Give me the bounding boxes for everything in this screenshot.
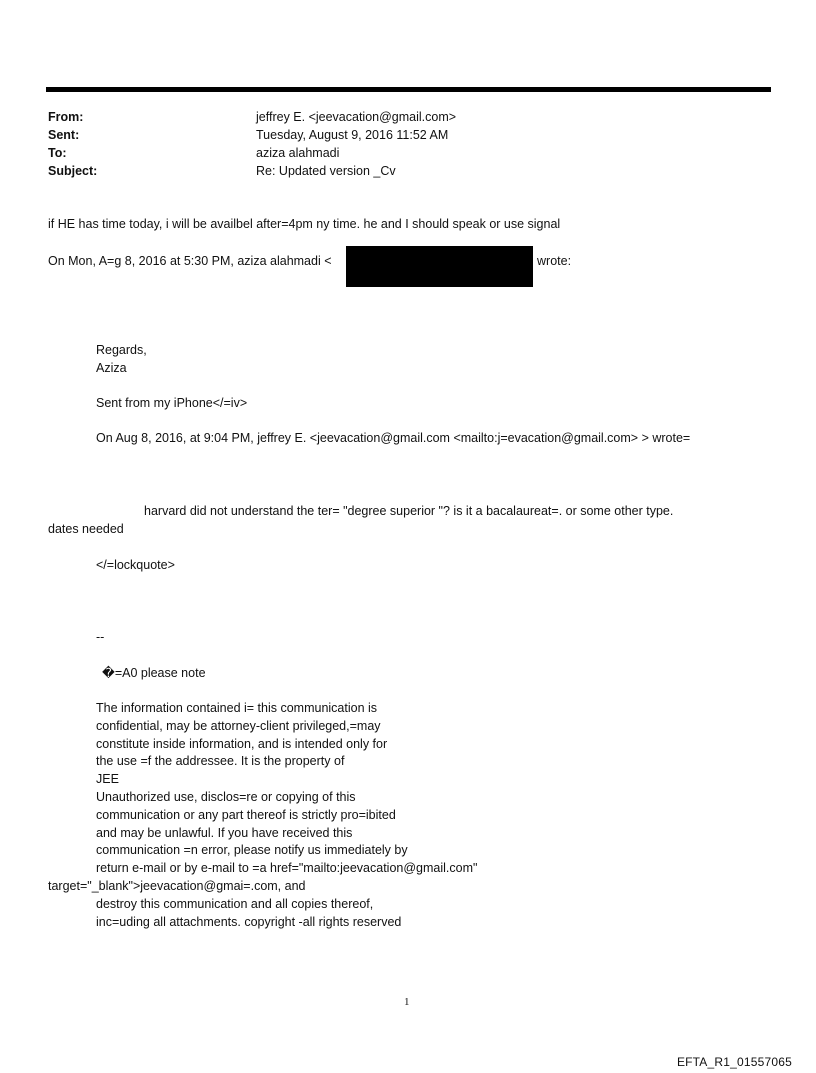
disclaimer-line: and may be unlawful. If you have received this bbox=[96, 825, 353, 840]
header-rule bbox=[46, 87, 771, 92]
disclaimer-line: Unauthorized use, disclos=re or copying of this bbox=[96, 789, 356, 804]
document-id: EFTA_R1_01557065 bbox=[676, 1055, 792, 1069]
quote-intro-left: On Mon, A=g 8, 2016 at 5:30 PM, aziza alahmadi < bbox=[48, 254, 332, 268]
subject-value: Re: Updated version _Cv bbox=[256, 164, 396, 178]
disclaimer-line: target="_blank">jeevacation@gmai=.com, and bbox=[48, 878, 306, 893]
from-row bbox=[48, 108, 456, 126]
subject-row bbox=[48, 162, 456, 180]
disclaimer-line: inc=uding all attachments. copyright -all rights reserved bbox=[96, 914, 402, 929]
from-label: From: bbox=[48, 110, 84, 124]
sent-value: Tuesday, August 9, 2016 11:52 AM bbox=[256, 128, 449, 142]
reply-text: if HE has time today, i will be availbel after=4pm ny time. he and I should speak or use signal bbox=[48, 217, 561, 231]
disclaimer-line: communication =n error, please notify us immediately by bbox=[96, 843, 408, 858]
disclaimer-line: return e-mail or by e-mail to =a href="mailto:jeevacation@gmail.com" bbox=[96, 861, 478, 876]
disclaimer-line: The information contained i= this communication is bbox=[96, 701, 378, 715]
disclaimer-line: the use =f the addressee. It is the property of bbox=[96, 754, 345, 769]
email-header bbox=[48, 108, 456, 180]
subject-label: Subject: bbox=[48, 164, 98, 178]
to-value: aziza alahmadi bbox=[256, 146, 340, 160]
inner-quote-intro: On Aug 8, 2016, at 9:04 PM, jeffrey E. <jeevacation@gmail.com <mailto:j=evacation@gmail.com> > wrote= bbox=[96, 431, 691, 445]
regards-name: Aziza bbox=[96, 361, 127, 375]
disclaimer-line: confidential, may be attorney-client privileged,=may bbox=[96, 718, 381, 733]
harvard-line-2: dates needed bbox=[48, 522, 124, 536]
disclaimer-line: constitute inside information, and is intended only for bbox=[96, 736, 388, 751]
harvard-line-1: harvard did not understand the ter= "degree superior "? is it a bacalaureat=. or some other type. bbox=[144, 504, 674, 518]
sent-row bbox=[48, 126, 456, 144]
disclaimer-line: JEE bbox=[96, 772, 119, 787]
to-label: To: bbox=[48, 146, 67, 160]
quote-intro-right: wrote: bbox=[537, 254, 572, 268]
disclaimer-line: destroy this communication and all copies thereof, bbox=[96, 896, 374, 911]
from-value: jeffrey E. <jeevacation@gmail.com> bbox=[256, 110, 457, 124]
sent-from-text: Sent from my iPhone</=iv> bbox=[96, 396, 248, 410]
disclaimer-block bbox=[48, 700, 478, 931]
sent-label: Sent: bbox=[48, 128, 80, 142]
to-row bbox=[48, 144, 456, 162]
regards-text: Regards, bbox=[96, 343, 147, 357]
redaction-box bbox=[346, 246, 533, 287]
please-note-text: �=A0 please note bbox=[102, 666, 206, 680]
page-number: 1 bbox=[404, 996, 410, 1008]
disclaimer-line: communication or any part thereof is strictly pro=ibited bbox=[96, 807, 396, 822]
signature-dashes: -- bbox=[96, 630, 105, 644]
lockquote-text: </=lockquote> bbox=[96, 558, 175, 572]
